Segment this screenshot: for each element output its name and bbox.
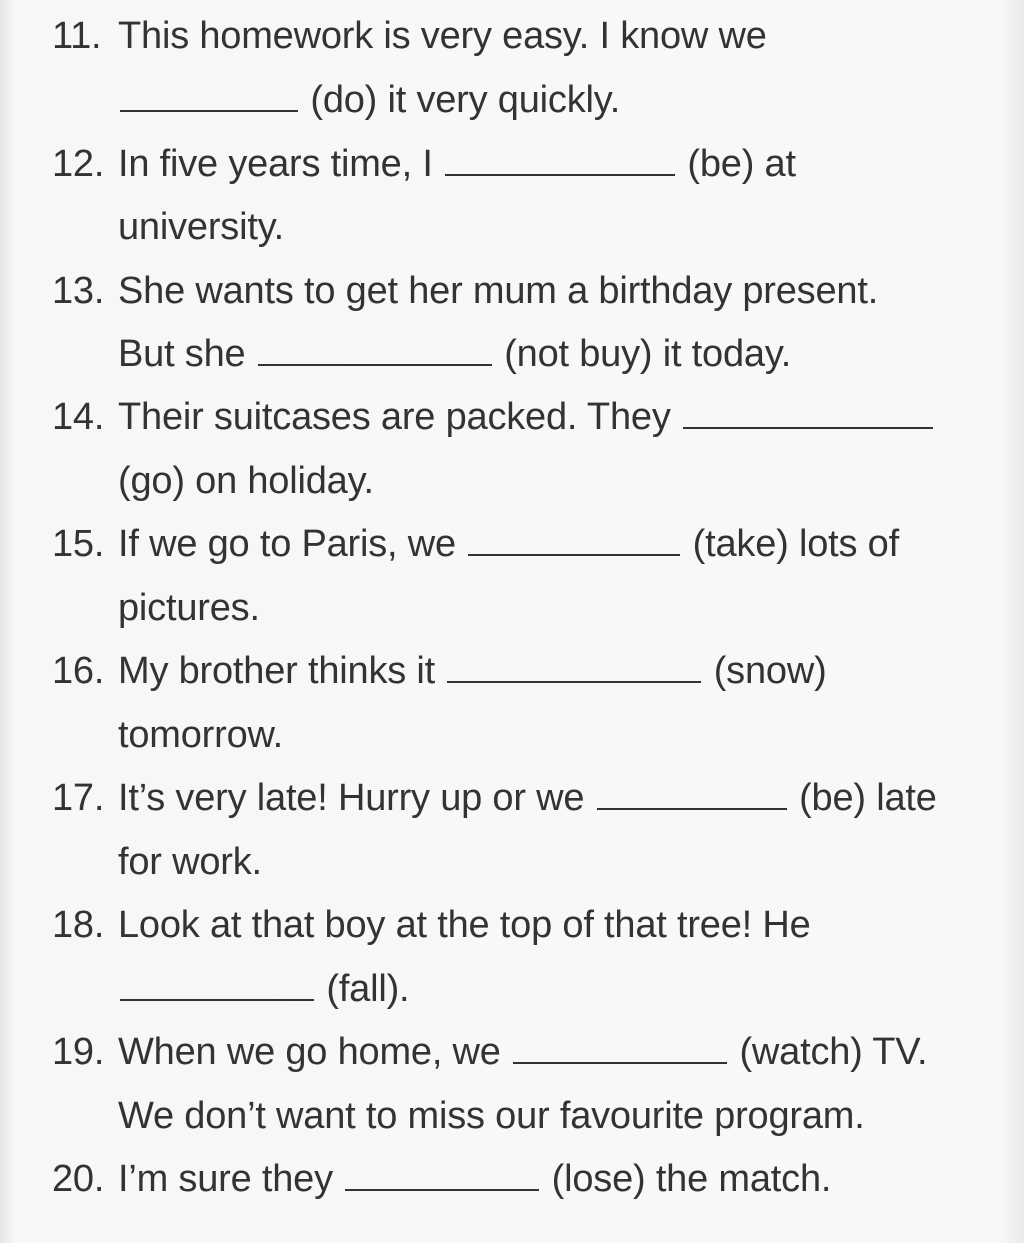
exercise-16-line-1	[52, 649, 827, 693]
exercise-text: for work.	[118, 841, 262, 883]
exercise-text: tomorrow.	[118, 714, 284, 756]
exercise-text: If we go to Paris, we	[118, 523, 456, 565]
exercise-text: We don’t want to miss our favourite program.	[118, 1095, 865, 1137]
exercise-text: (take) lots of	[692, 523, 899, 565]
exercise-19-line-2	[118, 1094, 865, 1138]
exercise-16-line-2	[118, 713, 283, 757]
exercise-14-line-1	[52, 395, 935, 439]
exercise-text: I’m sure they	[118, 1158, 333, 1200]
answer-blank	[345, 1159, 539, 1191]
exercise-text: (lose) the match.	[551, 1158, 832, 1200]
exercise-text: She wants to get her mum a birthday present.	[118, 270, 879, 312]
exercise-19-line-1	[52, 1030, 927, 1074]
exercise-number: 13.	[52, 270, 105, 312]
exercise-text: Their suitcases are packed. They	[118, 396, 671, 438]
exercise-number: 11.	[52, 15, 102, 57]
answer-blank	[447, 651, 701, 683]
answer-blank	[258, 334, 492, 366]
exercise-number: 20.	[52, 1158, 105, 1200]
exercise-17-line-1	[52, 776, 937, 820]
exercise-11-line-1	[52, 14, 767, 58]
exercise-number: 17.	[52, 777, 105, 819]
exercise-number: 18.	[52, 904, 105, 946]
exercise-text: (be) late	[799, 777, 937, 819]
exercise-text: (be) at	[687, 143, 796, 185]
exercise-12-line-2	[118, 205, 284, 249]
exercise-17-line-2	[118, 840, 262, 884]
answer-blank	[120, 80, 298, 112]
answer-blank	[445, 144, 675, 176]
exercise-text: pictures.	[118, 587, 260, 629]
exercise-number: 19.	[52, 1031, 105, 1073]
exercise-text: In five years time, I	[118, 143, 433, 185]
exercise-number: 14.	[52, 396, 105, 438]
exercise-text: But she	[118, 333, 246, 375]
exercise-13-line-2	[118, 332, 791, 376]
exercise-13-line-1	[52, 269, 878, 313]
exercise-15-line-1	[52, 522, 899, 566]
exercise-text: This homework is very easy. I know we	[118, 15, 767, 57]
answer-blank	[683, 397, 933, 429]
answer-blank	[120, 969, 314, 1001]
exercise-text: (not buy) it today.	[504, 333, 792, 375]
exercise-text: When we go home, we	[118, 1031, 501, 1073]
exercise-number: 15.	[52, 523, 105, 565]
exercise-number: 16.	[52, 650, 105, 692]
exercise-text: Look at that boy at the top of that tree! He	[118, 904, 811, 946]
exercise-text: (go) on holiday.	[118, 460, 374, 502]
exercise-text: (do) it very quickly.	[310, 79, 621, 121]
exercise-11-line-2	[118, 78, 620, 122]
exercise-18-line-1	[52, 903, 811, 947]
answer-blank	[468, 524, 680, 556]
exercise-20-line-1	[52, 1157, 831, 1201]
exercise-number: 12.	[52, 143, 105, 185]
answer-blank	[513, 1032, 727, 1064]
exercise-text: (snow)	[713, 650, 827, 692]
answer-blank	[597, 778, 787, 810]
exercise-text: It’s very late! Hurry up or we	[118, 777, 585, 819]
exercise-14-line-2	[118, 459, 374, 503]
exercise-12-line-1	[52, 142, 796, 186]
exercise-15-line-2	[118, 586, 260, 630]
exercise-18-line-2	[118, 967, 409, 1011]
exercise-text: (watch) TV.	[739, 1031, 928, 1073]
exercise-text: university.	[118, 206, 285, 248]
exercise-text: (fall).	[326, 968, 410, 1010]
exercise-text: My brother thinks it	[118, 650, 435, 692]
